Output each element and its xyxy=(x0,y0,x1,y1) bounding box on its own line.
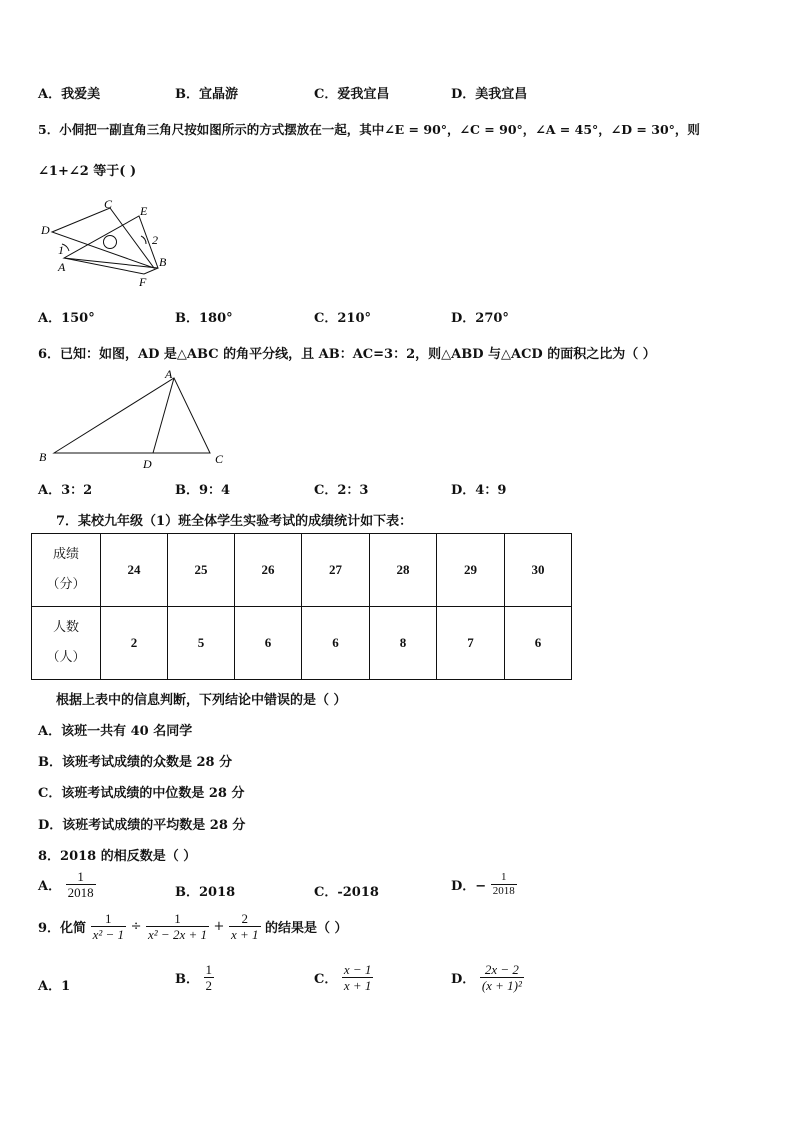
q4-option-c: C．爱我宜昌 xyxy=(314,87,390,102)
q8-option-b: B．2018 xyxy=(175,885,236,900)
table-cell: 26 xyxy=(235,534,302,607)
q5-label-c: C xyxy=(104,197,113,211)
q9-tail: 的结果是（ ） xyxy=(265,921,348,936)
q7-header-count-line2: （人） xyxy=(46,650,86,665)
q9-option-b-fraction xyxy=(204,962,215,993)
q5-stem-line1: 5．小侗把一副直角三角尺按如图所示的方式摆放在一起，其中∠E = 90°，∠C = 90°，∠A = 45°，∠D = 30°，则 xyxy=(38,122,700,137)
q9-fraction-2 xyxy=(146,911,209,942)
q9-fraction-3 xyxy=(229,911,261,942)
q5-label-2: 2 xyxy=(152,233,158,247)
q6-option-a: A．3：2 xyxy=(38,483,93,498)
table-cell: 6 xyxy=(302,607,370,680)
q5-stem-line2: ∠1+∠2 等于( ) xyxy=(38,164,137,179)
q5-label-e: E xyxy=(140,204,148,218)
table-cell: 24 xyxy=(101,534,168,607)
q8-option-c: C．-2018 xyxy=(314,885,379,900)
q5-label-d: D xyxy=(41,223,50,237)
table-row xyxy=(32,534,572,607)
q6-label-a: A xyxy=(165,367,173,381)
table-cell: 25 xyxy=(168,534,235,607)
q8-option-a xyxy=(38,869,96,900)
table-cell: 28 xyxy=(370,534,437,607)
q5-label-f: F xyxy=(139,275,147,288)
q7-stem: 7．某校九年级（1）班全体学生实验考试的成绩统计如下表： xyxy=(56,514,413,529)
q8-option-d xyxy=(451,871,517,898)
q8-option-d-label: D．− xyxy=(451,879,487,894)
q9-stem xyxy=(38,911,348,942)
q9-fraction-2-denominator: x² − 2x + 1 xyxy=(148,927,207,942)
table-cell: 7 xyxy=(437,607,505,680)
table-row xyxy=(32,607,572,680)
q5-option-a: A．150° xyxy=(38,311,95,326)
q7-option-b: B．该班考试成绩的众数是 28 分 xyxy=(38,755,233,770)
q5-option-d: D．270° xyxy=(451,311,509,326)
q9-fraction-1-denominator: x² − 1 xyxy=(92,927,125,942)
q9-fraction-1 xyxy=(91,911,126,942)
q6-stem: 6．已知：如图，AD 是△ABC 的角平分线，且 AB：AC=3：2，则△ABD 与△ACD 的面积之比为（ ） xyxy=(38,347,656,362)
q4-option-b: B．宜晶游 xyxy=(175,87,238,102)
q9-option-d-fraction xyxy=(480,962,524,993)
q8-option-d-denominator: 2018 xyxy=(492,885,515,897)
q6-label-b: B xyxy=(39,450,47,464)
table-cell: 30 xyxy=(505,534,572,607)
q9-option-b-label: B． xyxy=(175,972,199,987)
q5-label-b: B xyxy=(159,255,167,269)
q9-option-d-label: D． xyxy=(451,972,476,987)
q8-option-d-numerator: 1 xyxy=(491,871,517,885)
q7-header-count-line1: 人数 xyxy=(52,620,79,635)
q9-option-c-fraction xyxy=(342,962,374,993)
q7-header-count xyxy=(32,607,101,680)
table-cell: 6 xyxy=(505,607,572,680)
q7-header-score-line2: （分） xyxy=(46,577,86,592)
q9-fraction-3-denominator: x + 1 xyxy=(230,927,259,942)
q8-option-a-fraction xyxy=(66,869,96,900)
q9-option-d xyxy=(451,962,524,993)
q8-option-a-numerator: 1 xyxy=(66,869,96,885)
q5-angle2-arc xyxy=(141,236,146,244)
q7-option-c: C．该班考试成绩的中位数是 28 分 xyxy=(38,786,245,801)
q6-label-d: D xyxy=(143,457,152,471)
q5-option-b: B．180° xyxy=(175,311,233,326)
q9-option-d-denominator: (x + 1)² xyxy=(481,978,522,993)
q9-label: 9．化简 xyxy=(38,921,87,936)
table-cell: 29 xyxy=(437,534,505,607)
q6-option-b: B．9：4 xyxy=(175,483,231,498)
q5-label-1: 1 xyxy=(58,243,64,257)
q9-plus-operator: + xyxy=(213,919,225,934)
q9-option-d-numerator: 2x − 2 xyxy=(480,962,524,978)
q6-label-c: C xyxy=(215,452,224,466)
q7-header-score-line1: 成绩 xyxy=(52,547,79,562)
q9-fraction-3-numerator: 2 xyxy=(229,911,261,927)
q9-option-a: A．1 xyxy=(38,979,71,994)
q7-header-score xyxy=(32,534,101,607)
q5-option-c: C．210° xyxy=(314,311,371,326)
q7-option-d: D．该班考试成绩的平均数是 28 分 xyxy=(38,818,246,833)
q6-option-c: C．2：3 xyxy=(314,483,369,498)
q7-question: 根据上表中的信息判断，下列结论中错误的是（ ） xyxy=(56,693,347,708)
q7-score-table xyxy=(31,533,572,680)
q7-option-a: A．该班一共有 40 名同学 xyxy=(38,724,193,739)
q9-fraction-1-numerator: 1 xyxy=(91,911,126,927)
q9-option-c xyxy=(314,962,373,993)
q9-option-c-label: C． xyxy=(314,972,338,987)
q4-option-a: A．我爱美 xyxy=(38,87,101,102)
q9-fraction-2-numerator: 1 xyxy=(146,911,209,927)
q5-triangle-figure xyxy=(36,196,176,288)
q9-option-b xyxy=(175,962,214,993)
q4-option-d: D．美我宜昌 xyxy=(451,87,528,102)
q6-triangle-figure xyxy=(36,366,228,472)
q9-option-b-denominator: 2 xyxy=(205,978,213,993)
q5-circle xyxy=(104,236,117,249)
table-cell: 6 xyxy=(235,607,302,680)
q8-option-d-fraction xyxy=(491,871,517,898)
q9-option-c-denominator: x + 1 xyxy=(343,978,372,993)
q8-stem: 8．2018 的相反数是（ ） xyxy=(38,849,197,864)
q5-triangle-aeb xyxy=(64,216,158,268)
q8-option-a-label: A． xyxy=(38,879,62,894)
q6-option-d: D．4：9 xyxy=(451,483,507,498)
q9-option-b-numerator: 1 xyxy=(205,962,213,977)
table-cell: 8 xyxy=(370,607,437,680)
q8-option-a-denominator: 2018 xyxy=(67,885,94,900)
table-cell: 27 xyxy=(302,534,370,607)
q5-label-a: A xyxy=(58,260,66,274)
table-cell: 5 xyxy=(168,607,235,680)
q6-triangle-abc xyxy=(54,378,210,453)
table-cell: 2 xyxy=(101,607,168,680)
q9-divide-operator: ÷ xyxy=(130,919,142,934)
q9-option-c-numerator: x − 1 xyxy=(343,962,372,977)
